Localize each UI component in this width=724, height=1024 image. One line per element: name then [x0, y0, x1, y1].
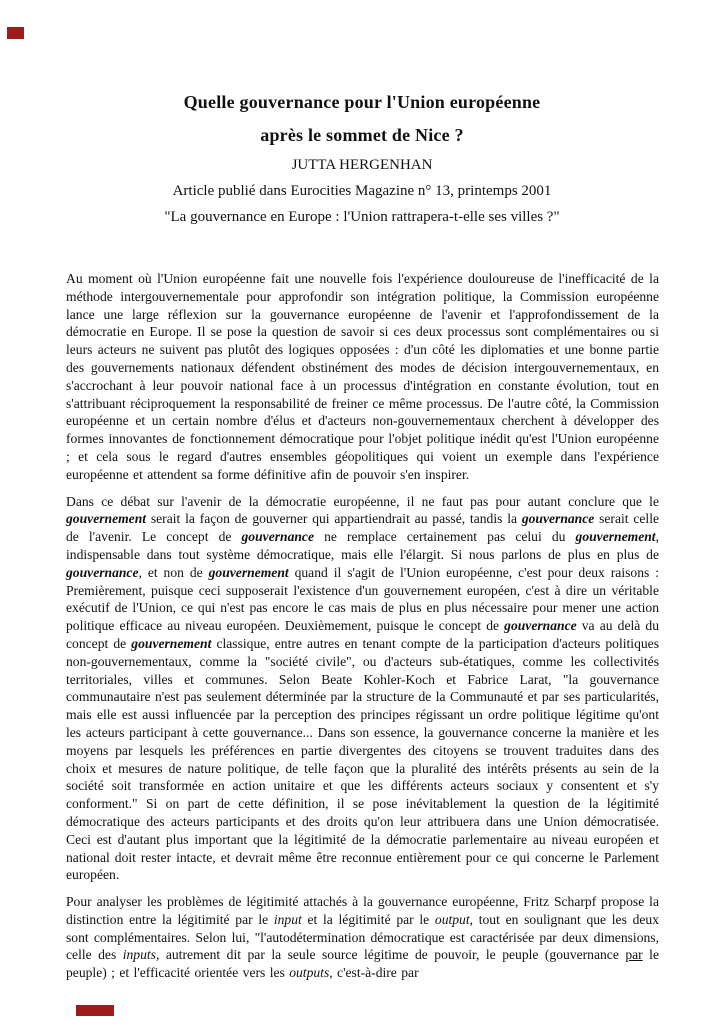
title-line-1: Quelle gouvernance pour l'Union européenne: [183, 92, 541, 112]
document-header: [0, 0, 724, 230]
issue-quote: "La gouvernance en Europe : l'Union rattrapera-t-elle ses villes ?": [164, 209, 560, 225]
author-name: JUTTA HERGENHAN: [291, 157, 433, 173]
red-stamp-bottom-icon: [76, 1005, 114, 1016]
publication-line: Article publié dans Eurocities Magazine n° 13, printemps 2001: [172, 183, 552, 199]
title-line-2: après le sommet de Nice ?: [260, 125, 464, 145]
article-title: [0, 86, 724, 152]
paragraph-2: Dans ce débat sur l'avenir de la démocratie européenne, il ne faut pas pour autant conclure que le gouvernement serait la façon de gouverner qui appartiendrait au passé, tandis la gouvernance serait celle de l'avenir. Le concept de gouvernance ne remplace certainement pas celui du gouvernement, indispensable dans tout système démocratique, mais elle l'élargit. Si nous parlons de plus en plus de gouvernance, et non de gouvernement quand il s'agit de l'Union européenne, c'est pour deux raisons : Premièrement, puisque ceci supposerait l'existence d'un gouvernement européen, c'est à dire un véritable exécutif de l'Union, ce qui n'est pas encore le cas mais de plus en plus nécessaire pour mener une action politique efficace au niveau européen. Deuxièmement, puisque le concept de gouvernance va au delà du concept de gouvernement classique, entre autres en tenant compte de la participation d'acteurs politiques non-gouvernementaux, comme la "société civile", ou d'acteurs sub-étatiques, comme les collectivités territoriales, villes et communes. Selon Beate Kohler-Koch et Fabrice Larat, "la gouvernance communautaire n'est pas seulement déterminée par la structure de la Communauté et par ses particularités, mais elle est aussi influencée par la perception des principes régissant un ordre politique légitime qu'ont les acteurs participant à cette gouvernance... Dans son essence, la gouvernance concerne la manière et les moyens par lesquels les préférences en partie divergentes des citoyens se trouvent traduites dans des choix et mesures de nature politique, de telle façon que la pluralité des intérêts présents au sein de la société soit transformée en action unitaire et que les différents acteurs sociaux y consentent et s'y conforment." Si on part de cette définition, il se pose inévitablement la question de la légitimité démocratique des acteurs participants et des droits qu'on leur attribuera dans une Union démocratisée. Ceci est d'autant plus important que la légitimité de la démocratie parlementaire au niveau européen et national doit rester intacte, et devrait même être reconnue entièrement pour ce qui concerne le Parlement européen.: [66, 493, 659, 883]
paragraph-1: Au moment où l'Union européenne fait une nouvelle fois l'expérience douloureuse de l'inefficacité de la méthode intergouvernementale pour approfondir son intégration politique, la Commission européenne lance une large réflexion sur la gouvernance européenne de l'avenir et l'approfondissement de la démocratie en Europe. Il se pose la question de savoir si ces deux processus sont complémentaires ou si leurs acteurs ne suivent pas plutôt des logiques opposées : d'un côté les diplomaties et une bonne partie des gouvernements nationaux défendent obstinément des modes de décision intergouvernementaux, en s'accrochant à leur pouvoir national face à un processus d'intégration en constante évolution, tout en s'attribuant réciproquement la responsabilité de freiner ce même processus. De l'autre côté, la Commission européenne et un certain nombre d'élus et d'acteurs non-gouvernementaux cherchent à développer des formes innovantes de fonctionnement démocratique pour l'objet politique inédit qu'est l'Union européenne ; et cela sous le regard d'autres ensembles géopolitiques qui voient un exemple dans l'expérience européenne et attendent sa forme définitive afin de pouvoir s'en inspirer.: [66, 271, 659, 482]
red-stamp-top-icon: [7, 27, 24, 39]
article-body: [0, 270, 724, 982]
paragraph-3: Pour analyser les problèmes de légitimité attachés à la gouvernance européenne, Fritz Scharpf propose la distinction entre la légitimité par le input et la légitimité par le output, tout en soulignant que les deux sont complémentaires. Selon lui, "l'autodétermination démocratique est caractérisée par deux dimensions, celle des inputs, autrement dit par la seule source légitime de pouvoir, le peuple (gouvernance par le peuple) ; et l'efficacité orientée vers les outputs, c'est-à-dire par: [66, 894, 660, 981]
